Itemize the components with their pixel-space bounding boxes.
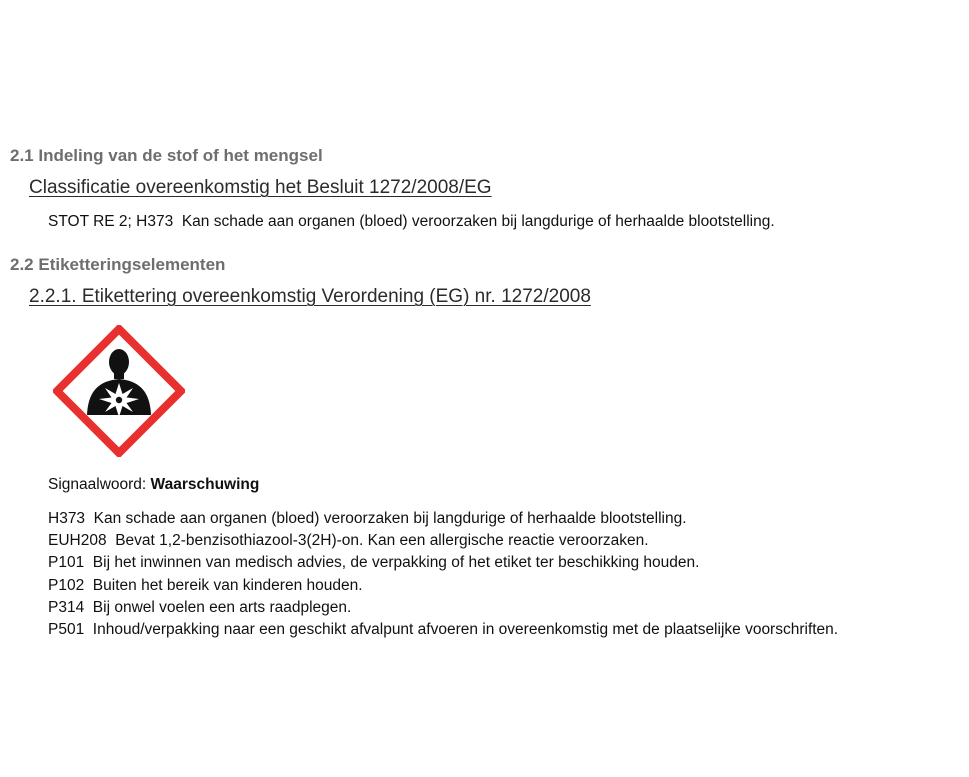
statement-p102: P102 Buiten het bereik van kinderen houden. [48,576,363,594]
signal-word-label: Signaalwoord: [48,476,151,493]
classification-statement: STOT RE 2; H373 Kan schade aan organen (bloed) veroorzaken bij langdurige of herhaalde blootstelling. [48,213,775,230]
statement-p501: P501 Inhoud/verpakking naar een geschikt afvalpunt afvoeren in overeenkomstig met de plaatselijke voorschriften. [48,620,839,638]
classification-subheading: Classificatie overeenkomstig het Besluit 1272/2008/EG [29,177,492,198]
signal-word-value: Waarschuwing [150,476,260,493]
ghs08-health-hazard-icon [53,325,185,457]
statement-p314: P314 Bij onwel voelen een arts raadplegen. [48,598,352,616]
section-2-1-heading: 2.1 Indeling van de stof of het mengsel [10,146,323,165]
statement-p101: P101 Bij het inwinnen van medisch advies, de verpakking of het etiket ter beschikking houden. [48,554,700,572]
labelling-subheading: 2.2.1. Etikettering overeenkomstig Verordening (EG) nr. 1272/2008 [29,286,591,307]
signal-word-line [48,476,259,494]
statement-h373: H373 Kan schade aan organen (bloed) veroorzaken bij langdurige of herhaalde blootstelling. [48,510,687,527]
hazard-precautionary-statements [48,508,838,641]
section-2-2-heading: 2.2 Etiketteringselementen [10,255,226,274]
statement-euh208: EUH208 Bevat 1,2-benzisothiazool-3(2H)-on. Kan een allergische reactie veroorzaken. [48,532,649,550]
